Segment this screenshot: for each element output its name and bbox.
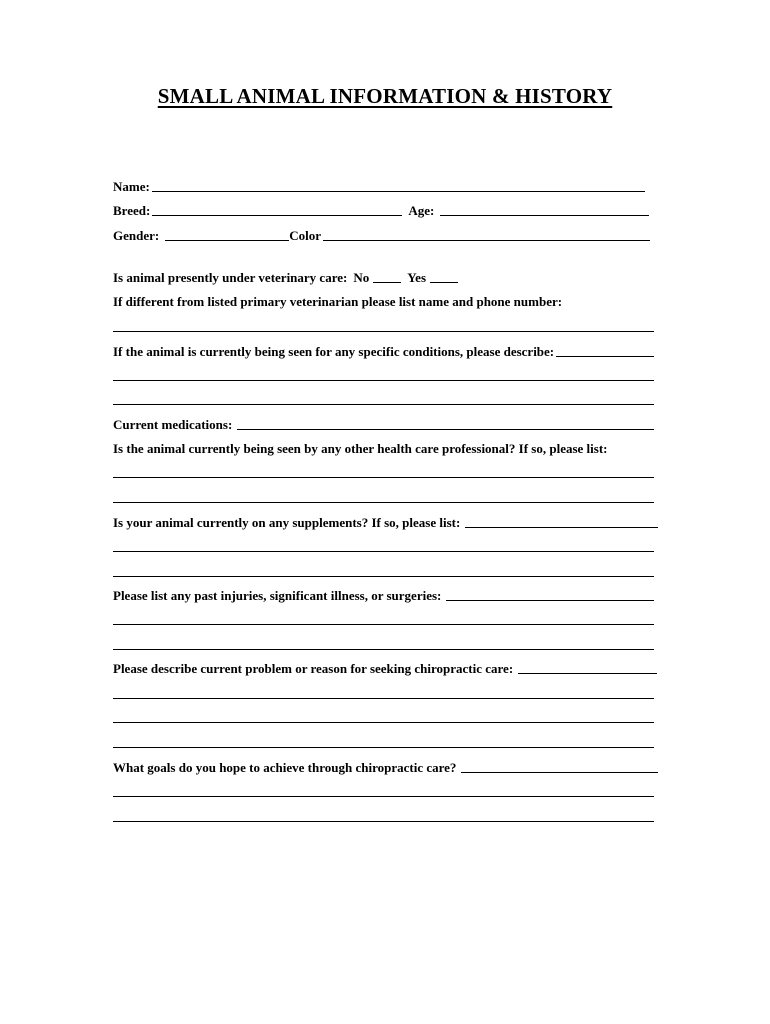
- yes-field[interactable]: [430, 282, 458, 283]
- past-label: Please list any past injuries, significant illness, or surgeries:: [113, 588, 442, 603]
- goals-row: [113, 760, 658, 776]
- past-field[interactable]: [446, 600, 654, 601]
- conditions-field[interactable]: [556, 356, 654, 357]
- yes-label: Yes: [407, 270, 427, 285]
- medications-label: Current medications:: [113, 417, 233, 432]
- problem-field-line-3[interactable]: [113, 722, 654, 723]
- diff-vet-label: If different from listed primary veterinarian please list name and phone number:: [113, 294, 563, 309]
- problem-row: [113, 661, 657, 677]
- gender-label: Gender:: [113, 228, 160, 243]
- problem-field[interactable]: [518, 673, 657, 674]
- no-label: No: [353, 270, 370, 285]
- name-label: Name:: [113, 179, 150, 194]
- goals-field-line-3[interactable]: [113, 821, 654, 822]
- no-field[interactable]: [373, 282, 401, 283]
- problem-field-line-2[interactable]: [113, 698, 654, 699]
- supplements-field-line-2[interactable]: [113, 551, 654, 552]
- goals-field-line-2[interactable]: [113, 796, 654, 797]
- other-prof-field-line-1[interactable]: [113, 477, 654, 478]
- supplements-field[interactable]: [465, 527, 658, 528]
- supplements-row: [113, 515, 658, 531]
- vet-care-row: [113, 270, 473, 286]
- breed-label: Breed:: [113, 203, 151, 218]
- color-field[interactable]: [323, 240, 650, 241]
- gender-field[interactable]: [165, 240, 289, 241]
- goals-label: What goals do you hope to achieve through chiropractic care?: [113, 760, 457, 775]
- conditions-field-line-2[interactable]: [113, 380, 654, 381]
- color-label: Color: [289, 228, 321, 243]
- breed-field[interactable]: [152, 215, 402, 216]
- other-prof-row: [113, 441, 659, 457]
- age-label: Age:: [408, 203, 435, 218]
- other-prof-label: Is the animal currently being seen by any other health care professional? If so, please list:: [113, 441, 608, 456]
- conditions-row: [113, 344, 654, 360]
- other-prof-field-line-2[interactable]: [113, 502, 654, 503]
- medications-row: [113, 417, 654, 433]
- name-row: [113, 179, 645, 195]
- past-field-line-2[interactable]: [113, 624, 654, 625]
- problem-field-line-4[interactable]: [113, 747, 654, 748]
- past-field-line-3[interactable]: [113, 649, 654, 650]
- vet-care-label: Is animal presently under veterinary care:: [113, 270, 348, 285]
- form-title: SMALL ANIMAL INFORMATION & HISTORY: [157, 84, 613, 108]
- goals-field[interactable]: [461, 772, 658, 773]
- breed-age-row: [113, 203, 649, 219]
- diff-vet-row: [113, 294, 659, 310]
- conditions-label: If the animal is currently being seen for any specific conditions, please describe:: [113, 344, 555, 359]
- medications-field[interactable]: [237, 429, 654, 430]
- diff-vet-field[interactable]: [113, 331, 654, 332]
- past-row: [113, 588, 654, 604]
- name-field[interactable]: [152, 191, 645, 192]
- supplements-field-line-3[interactable]: [113, 576, 654, 577]
- conditions-field-line-3[interactable]: [113, 404, 654, 405]
- gender-color-row: [113, 228, 650, 244]
- supplements-label: Is your animal currently on any supplements? If so, please list:: [113, 515, 461, 530]
- age-field[interactable]: [440, 215, 649, 216]
- problem-label: Please describe current problem or reason for seeking chiropractic care:: [113, 661, 514, 676]
